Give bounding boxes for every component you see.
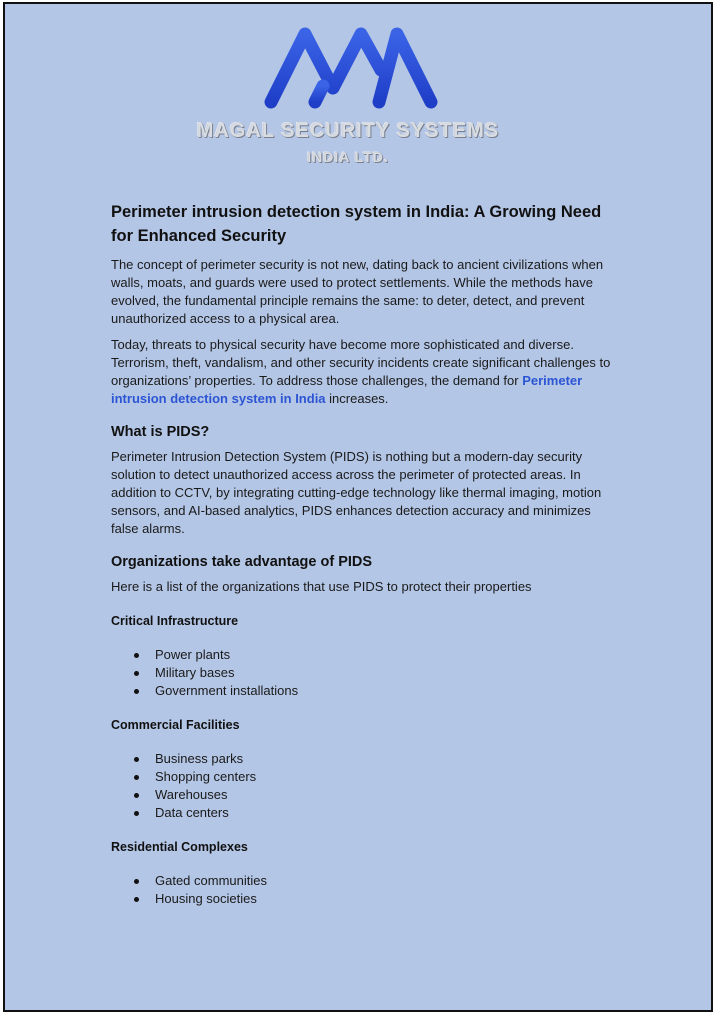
bullet-list <box>111 750 621 822</box>
group-commercial-facilities <box>111 716 621 822</box>
article-title: Perimeter intrusion detection system in India: A Growing Need for Enhanced Security <box>111 203 602 245</box>
list-item <box>111 872 621 890</box>
list-item <box>111 646 621 664</box>
intro-paragraph-1: The concept of perimeter security is not new, dating back to ancient civilizations when walls, moats, and guards were used to protect settlements. While the methods have evolved, the fundamental principle remains the same: to deter, detect, and prevent unauthorized access to a physical area. <box>111 257 604 326</box>
section-paragraph-what-is-pids: Perimeter Intrusion Detection System (PIDS) is nothing but a modern-day security solution to detect unauthorized access across the perimeter of protected areas. In addition to CCTV, by integrating cutting-edge technology like thermal imaging, motion sensors, and AI-based analytics, PIDS enhances detection accuracy and minimizes false alarms. <box>111 449 602 536</box>
list-item-text: Data centers <box>155 805 229 820</box>
bullet-icon <box>134 757 139 762</box>
list-item-text: Warehouses <box>155 787 228 802</box>
bullet-icon <box>134 897 139 902</box>
intro-text-end: increases. <box>325 391 389 406</box>
section-heading-organizations: Organizations take advantage of PIDS <box>111 554 373 570</box>
list-item-text: Business parks <box>155 751 244 766</box>
list-item <box>111 890 621 908</box>
bullet-icon <box>134 775 139 780</box>
section-paragraph-organizations: Here is a list of the organizations that use PIDS to protect their properties <box>111 579 532 594</box>
list-item-text: Government installations <box>155 683 299 698</box>
list-item <box>111 804 621 822</box>
list-item-text: Military bases <box>155 665 235 680</box>
list-item-text: Housing societies <box>155 891 257 906</box>
bullet-icon <box>134 793 139 798</box>
bullet-icon <box>134 653 139 658</box>
list-item <box>111 682 621 700</box>
article-body <box>111 200 621 908</box>
intro-text: Today, threats to physical security have become more sophisticated and diverse. Terrorism, theft, vandalism, and other security incidents create significant challenges to organizations’ properties. To address those challenges, the demand for <box>111 337 611 388</box>
group-heading: Critical Infrastructure <box>111 614 239 628</box>
list-item <box>111 664 621 682</box>
company-name: MAGAL SECURITY SYSTEMS <box>196 120 500 142</box>
section-heading-what-is-pids: What is PIDS? <box>111 424 210 440</box>
intro-paragraph-2 <box>111 336 621 408</box>
list-item-text: Shopping centers <box>155 769 257 784</box>
group-heading: Residential Complexes <box>111 840 248 854</box>
bullet-icon <box>134 811 139 816</box>
group-critical-infrastructure <box>111 612 621 700</box>
bullet-list <box>111 646 621 700</box>
bullet-icon <box>134 879 139 884</box>
list-item-text: Gated communities <box>155 873 267 888</box>
list-item <box>111 786 621 804</box>
group-residential-complexes <box>111 838 621 908</box>
company-subtitle: INDIA LTD. <box>307 149 389 165</box>
magal-logo-mark-icon <box>261 18 441 114</box>
group-heading: Commercial Facilities <box>111 718 240 732</box>
list-item-text: Power plants <box>155 647 231 662</box>
pids-link[interactable]: Perimeter intrusion detection system in India <box>111 373 583 406</box>
list-item <box>111 768 621 786</box>
bullet-icon <box>134 689 139 694</box>
document-page <box>3 2 713 1012</box>
bullet-list <box>111 872 621 908</box>
bullet-icon <box>134 671 139 676</box>
list-item <box>111 750 621 768</box>
company-logo <box>5 4 715 179</box>
